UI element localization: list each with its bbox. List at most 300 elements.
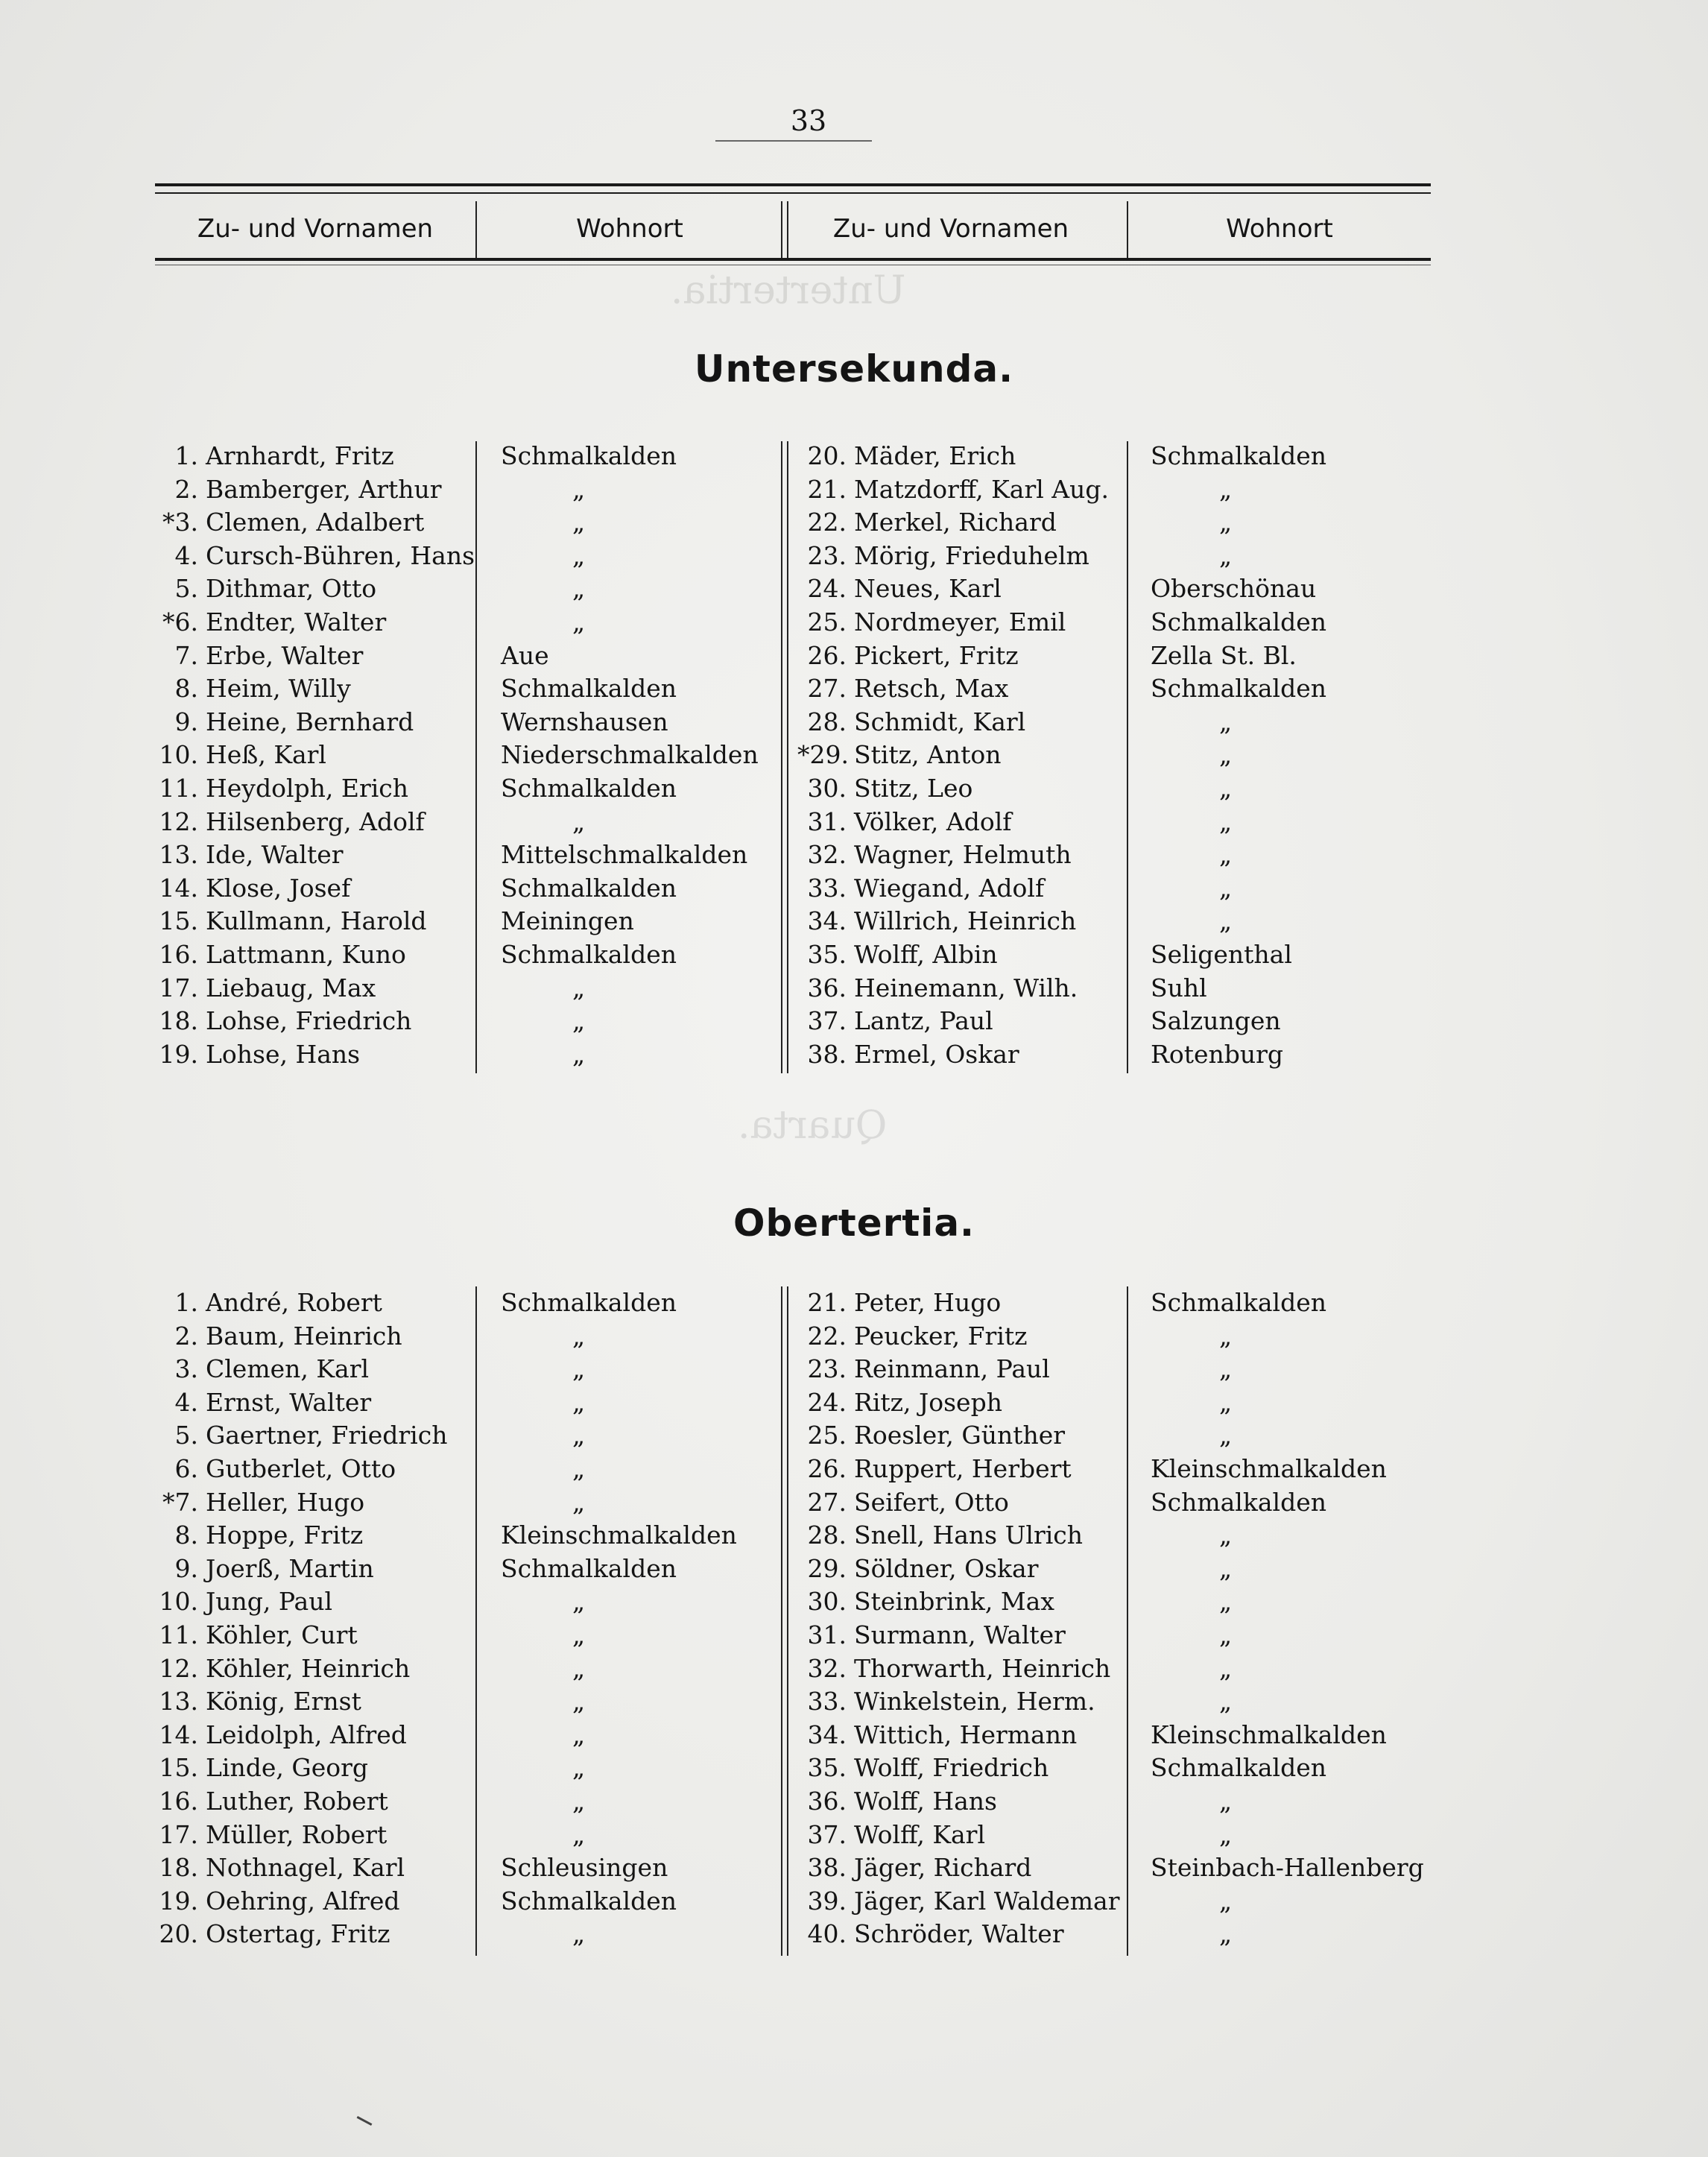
entry-residence: Schmalkalden — [1151, 607, 1326, 637]
entry-name: Pickert, Fritz — [854, 640, 1019, 670]
list-item — [501, 1885, 784, 1918]
entry-number: 20. — [159, 1919, 198, 1949]
list-item — [149, 440, 477, 473]
entry-number: 24. — [807, 574, 847, 604]
list-item — [149, 1885, 477, 1918]
entry-residence: „ — [1219, 840, 1233, 870]
page-number-rule — [715, 140, 872, 142]
bleed-through-heading: Quarta. — [738, 1103, 888, 1148]
entry-name: Klose, Josef — [206, 873, 351, 903]
entry-residence: Schmalkalden — [501, 674, 677, 704]
list-item — [501, 1918, 784, 1951]
entry-residence: „ — [572, 1819, 586, 1849]
entry-residence: Kleinschmalkalden — [1151, 1719, 1387, 1749]
list-item — [501, 540, 784, 573]
obertertia-right-names — [797, 1286, 1125, 1951]
entry-residence: „ — [572, 1006, 586, 1036]
entry-residence: „ — [1219, 806, 1233, 836]
list-item — [797, 1685, 1125, 1719]
entry-number: 15. — [159, 1753, 198, 1783]
list-item — [501, 1286, 784, 1320]
header-names-2: Zu- und Vornamen — [832, 214, 1069, 244]
entry-residence: „ — [572, 1587, 586, 1617]
list-item — [149, 872, 477, 906]
entry-residence: „ — [572, 474, 586, 504]
entry-residence: „ — [572, 1387, 586, 1417]
list-item — [1151, 1386, 1434, 1420]
entry-name: Heydolph, Erich — [206, 773, 409, 803]
untersekunda-left-places — [501, 440, 784, 1071]
entry-name: Surmann, Walter — [854, 1620, 1066, 1649]
list-item — [1151, 473, 1434, 507]
list-item — [501, 1719, 784, 1752]
list-item — [797, 972, 1125, 1005]
list-item — [1151, 806, 1434, 839]
entry-name: Liebaug, Max — [206, 973, 376, 1002]
entry-residence: „ — [1219, 1553, 1233, 1583]
list-item — [149, 1619, 477, 1652]
list-item — [149, 1038, 477, 1072]
obertertia-right-places — [1151, 1286, 1434, 1951]
entry-name: Jung, Paul — [206, 1587, 333, 1617]
entry-name: Ostertag, Fritz — [206, 1919, 390, 1949]
list-item — [797, 806, 1125, 839]
entry-number: 20. — [807, 441, 847, 470]
col-divider-double — [781, 201, 782, 258]
entry-name: Gutberlet, Otto — [206, 1453, 396, 1483]
list-item — [501, 938, 784, 972]
entry-residence: Meiningen — [501, 906, 634, 936]
list-item — [501, 1320, 784, 1354]
list-item — [1151, 1819, 1434, 1852]
list-item — [797, 1005, 1125, 1038]
entry-name: Leidolph, Alfred — [206, 1719, 407, 1749]
list-item — [1151, 572, 1434, 606]
entry-residence: Schmalkalden — [1151, 674, 1326, 704]
entry-residence: „ — [1219, 1354, 1233, 1384]
entry-name: Matzdorff, Karl Aug. — [854, 474, 1109, 504]
list-item — [797, 1785, 1125, 1819]
list-item — [1151, 1519, 1434, 1553]
entry-residence: Aue — [501, 640, 549, 670]
list-item — [501, 672, 784, 706]
entry-residence: Schmalkalden — [501, 939, 677, 969]
list-item — [1151, 1419, 1434, 1453]
entry-number: 31. — [807, 806, 847, 836]
col-divider — [1127, 441, 1128, 1073]
entry-name: Gaertner, Friedrich — [206, 1421, 448, 1450]
list-item — [501, 1519, 784, 1553]
list-item — [797, 872, 1125, 906]
entry-number: 1. — [174, 1288, 198, 1317]
entry-name: Wagner, Helmuth — [854, 840, 1072, 870]
entry-name: Clemen, Adalbert — [206, 508, 425, 537]
entry-number: 36. — [807, 1786, 847, 1816]
entry-number: 38. — [807, 1853, 847, 1883]
list-item — [149, 972, 477, 1005]
entry-residence: „ — [1219, 1321, 1233, 1351]
untersekunda-left-names — [149, 440, 477, 1071]
entry-name: König, Ernst — [206, 1687, 361, 1717]
list-item — [149, 572, 477, 606]
entry-residence: „ — [572, 1487, 586, 1517]
entry-name: Oehring, Alfred — [206, 1886, 400, 1916]
entry-name: Hoppe, Fritz — [206, 1520, 364, 1550]
entry-name: Ruppert, Herbert — [854, 1453, 1072, 1483]
list-item — [797, 739, 1125, 772]
entry-number: 18. — [159, 1006, 198, 1036]
list-item — [501, 572, 784, 606]
entry-number: 30. — [807, 773, 847, 803]
entry-number: 35. — [807, 939, 847, 969]
entry-name: Köhler, Heinrich — [206, 1653, 411, 1683]
list-item — [149, 938, 477, 972]
list-item — [149, 905, 477, 938]
entry-name: Thorwarth, Heinrich — [854, 1653, 1111, 1683]
section-title-untersekunda: Untersekunda. — [694, 347, 1014, 391]
entry-number: 23. — [807, 540, 847, 570]
entry-number: 2. — [174, 1321, 198, 1351]
entry-number: 16. — [159, 1786, 198, 1816]
entry-residence: „ — [1219, 1687, 1233, 1717]
list-item — [501, 1652, 784, 1686]
list-item — [149, 1785, 477, 1819]
list-item — [797, 772, 1125, 806]
entry-number: 37. — [807, 1819, 847, 1849]
list-item — [149, 1652, 477, 1686]
entry-name: Peucker, Fritz — [854, 1321, 1028, 1351]
list-item — [149, 1320, 477, 1354]
entry-residence: „ — [1219, 1520, 1233, 1550]
entry-name: Ernst, Walter — [206, 1387, 372, 1417]
list-item — [501, 1419, 784, 1453]
entry-number: 33. — [807, 1687, 847, 1717]
list-item — [501, 1353, 784, 1386]
entry-name: Nothnagel, Karl — [206, 1853, 405, 1883]
list-item — [1151, 1038, 1434, 1072]
entry-number: 37. — [807, 1006, 847, 1036]
entry-name: Cursch-Bühren, Hans — [206, 540, 475, 570]
list-item — [501, 706, 784, 739]
entry-name: Arnhardt, Fritz — [206, 441, 394, 470]
entry-residence: „ — [1219, 1387, 1233, 1417]
obertertia-left-places — [501, 1286, 784, 1951]
entry-name: Stitz, Leo — [854, 773, 973, 803]
list-item — [149, 772, 477, 806]
list-item — [501, 1486, 784, 1520]
list-item — [149, 1486, 477, 1520]
list-item — [149, 1386, 477, 1420]
entry-name: Steinbrink, Max — [854, 1587, 1054, 1617]
list-item — [1151, 1918, 1434, 1951]
entry-number: 19. — [159, 1039, 198, 1069]
entry-residence: „ — [1219, 1620, 1233, 1649]
list-item — [501, 639, 784, 673]
entry-number: 15. — [159, 906, 198, 936]
entry-number: 4. — [174, 540, 198, 570]
entry-residence: „ — [1219, 1786, 1233, 1816]
entry-residence: Kleinschmalkalden — [1151, 1453, 1387, 1483]
entry-number: 36. — [807, 973, 847, 1002]
list-item — [501, 606, 784, 639]
entry-residence: Salzungen — [1151, 1006, 1281, 1036]
list-item — [1151, 672, 1434, 706]
list-item — [1151, 1619, 1434, 1652]
list-item — [797, 1386, 1125, 1420]
entry-residence: „ — [1219, 1653, 1233, 1683]
header-top-rule-thin — [155, 192, 1431, 194]
entry-number: 22. — [807, 508, 847, 537]
list-item — [149, 540, 477, 573]
list-item — [501, 772, 784, 806]
entry-name: Völker, Adolf — [854, 806, 1012, 836]
entry-number: 25. — [807, 1421, 847, 1450]
entry-residence: „ — [572, 1354, 586, 1384]
list-item — [797, 1353, 1125, 1386]
header-residence-2: Wohnort — [1226, 214, 1333, 244]
list-item — [149, 706, 477, 739]
list-item — [797, 1286, 1125, 1320]
entry-number: 29. — [807, 1553, 847, 1583]
entry-name: Heim, Willy — [206, 674, 351, 704]
entry-number: 10. — [159, 1587, 198, 1617]
entry-name: Willrich, Heinrich — [854, 906, 1077, 936]
list-item — [501, 1851, 784, 1885]
list-item — [797, 1918, 1125, 1951]
entry-residence: „ — [572, 1453, 586, 1483]
entry-number: 13. — [159, 1687, 198, 1717]
col-divider — [1127, 201, 1128, 258]
entry-number: 10. — [159, 740, 198, 770]
entry-name: Lantz, Paul — [854, 1006, 993, 1036]
entry-number: 5. — [174, 1421, 198, 1450]
entry-residence: Zella St. Bl. — [1151, 640, 1297, 670]
entry-number: 9. — [174, 1553, 198, 1583]
list-item — [501, 839, 784, 872]
entry-name: Wolff, Hans — [854, 1786, 997, 1816]
entry-residence: Seligenthal — [1151, 939, 1292, 969]
entry-residence: Kleinschmalkalden — [501, 1520, 737, 1550]
entry-number: 28. — [807, 1520, 847, 1550]
entry-residence: Niederschmalkalden — [501, 740, 759, 770]
list-item — [149, 1286, 477, 1320]
entry-number: 9. — [174, 707, 198, 736]
entry-number: 33. — [807, 873, 847, 903]
table-header — [155, 200, 1431, 258]
entry-residence: „ — [572, 1321, 586, 1351]
entry-residence: „ — [1219, 1919, 1233, 1949]
list-item — [797, 473, 1125, 507]
list-item — [1151, 1719, 1434, 1752]
list-item — [149, 606, 477, 639]
list-item — [501, 1453, 784, 1486]
entry-residence: Mittelschmalkalden — [501, 840, 748, 870]
list-item — [797, 672, 1125, 706]
entry-number: 1. — [174, 441, 198, 470]
entry-number: *7. — [162, 1487, 198, 1517]
list-item — [797, 1553, 1125, 1586]
entry-residence: Schmalkalden — [501, 773, 677, 803]
entry-name: Ide, Walter — [206, 840, 344, 870]
entry-number: 27. — [807, 674, 847, 704]
list-item — [797, 572, 1125, 606]
untersekunda-right-places — [1151, 440, 1434, 1071]
list-item — [797, 905, 1125, 938]
entry-name: Söldner, Oskar — [854, 1553, 1039, 1583]
list-item — [797, 440, 1125, 473]
entry-residence: Steinbach-Hallenberg — [1151, 1853, 1424, 1883]
entry-name: Jäger, Richard — [854, 1853, 1032, 1883]
entry-number: 38. — [807, 1039, 847, 1069]
entry-number: 18. — [159, 1853, 198, 1883]
entry-name: Roesler, Günther — [854, 1421, 1066, 1450]
list-item — [1151, 1320, 1434, 1354]
list-item — [1151, 706, 1434, 739]
entry-name: Peter, Hugo — [854, 1288, 1002, 1317]
list-item — [797, 1419, 1125, 1453]
entry-residence: „ — [572, 574, 586, 604]
list-item — [149, 1585, 477, 1619]
list-item — [501, 806, 784, 839]
list-item — [501, 1819, 784, 1852]
list-item — [501, 1553, 784, 1586]
entry-name: Lattmann, Kuno — [206, 939, 406, 969]
entry-number: 34. — [807, 1719, 847, 1749]
list-item — [149, 506, 477, 540]
list-item — [797, 540, 1125, 573]
entry-name: Wolff, Friedrich — [854, 1753, 1049, 1783]
list-item — [149, 1453, 477, 1486]
entry-residence: „ — [572, 1687, 586, 1717]
entry-name: Erbe, Walter — [206, 640, 364, 670]
entry-number: 23. — [807, 1354, 847, 1384]
entry-residence: Schmalkalden — [1151, 441, 1326, 470]
entry-name: Wiegand, Adolf — [854, 873, 1045, 903]
entry-residence: „ — [572, 540, 586, 570]
list-item — [1151, 739, 1434, 772]
entry-name: Merkel, Richard — [854, 508, 1057, 537]
entry-number: 12. — [159, 806, 198, 836]
list-item — [501, 440, 784, 473]
entry-name: Lohse, Friedrich — [206, 1006, 412, 1036]
entry-number: *6. — [162, 607, 198, 637]
entry-name: André, Robert — [206, 1288, 382, 1317]
obertertia-left-names — [149, 1286, 477, 1951]
entry-name: Ermel, Oskar — [854, 1039, 1019, 1069]
list-item — [797, 1652, 1125, 1686]
list-item — [501, 1386, 784, 1420]
list-item — [149, 1353, 477, 1386]
list-item — [149, 1819, 477, 1852]
entry-residence: Schmalkalden — [1151, 1753, 1326, 1783]
entry-residence: Schmalkalden — [501, 1288, 677, 1317]
entry-name: Snell, Hans Ulrich — [854, 1520, 1084, 1550]
list-item — [797, 506, 1125, 540]
entry-residence: „ — [572, 1719, 586, 1749]
entry-name: Winkelstein, Herm. — [854, 1687, 1095, 1717]
list-item — [1151, 1486, 1434, 1520]
entry-name: Linde, Georg — [206, 1753, 369, 1783]
entry-number: 14. — [159, 873, 198, 903]
entry-residence: „ — [1219, 707, 1233, 736]
entry-residence: Oberschönau — [1151, 574, 1317, 604]
entry-number: 21. — [807, 474, 847, 504]
entry-residence: Schmalkalden — [501, 1886, 677, 1916]
entry-residence: „ — [1219, 740, 1233, 770]
list-item — [1151, 1752, 1434, 1785]
list-item — [797, 1320, 1125, 1354]
list-item — [149, 839, 477, 872]
entry-number: 4. — [174, 1387, 198, 1417]
list-item — [1151, 872, 1434, 906]
entry-residence: „ — [572, 1421, 586, 1450]
entry-residence: „ — [1219, 1421, 1233, 1450]
entry-name: Müller, Robert — [206, 1819, 388, 1849]
list-item — [1151, 440, 1434, 473]
entry-residence: „ — [1219, 1587, 1233, 1617]
entry-name: Nordmeyer, Emil — [854, 607, 1066, 637]
list-item — [1151, 506, 1434, 540]
list-item — [501, 872, 784, 906]
list-item — [1151, 1652, 1434, 1686]
header-residence-1: Wohnort — [576, 214, 683, 244]
list-item — [501, 1005, 784, 1038]
entry-name: Joerß, Martin — [206, 1553, 374, 1583]
list-item — [1151, 1685, 1434, 1719]
list-item — [797, 1453, 1125, 1486]
entry-name: Schröder, Walter — [854, 1919, 1064, 1949]
list-item — [797, 606, 1125, 639]
entry-name: Köhler, Curt — [206, 1620, 358, 1649]
entry-residence: Schmalkalden — [501, 1553, 677, 1583]
entry-number: 32. — [807, 840, 847, 870]
list-item — [1151, 540, 1434, 573]
entry-number: 14. — [159, 1719, 198, 1749]
list-item — [797, 1486, 1125, 1520]
list-item — [797, 639, 1125, 673]
entry-number: 7. — [174, 640, 198, 670]
list-item — [1151, 606, 1434, 639]
entry-name: Luther, Robert — [206, 1786, 388, 1816]
list-item — [797, 1752, 1125, 1785]
list-item — [149, 1918, 477, 1951]
entry-number: 30. — [807, 1587, 847, 1617]
list-item — [797, 1585, 1125, 1619]
list-item — [797, 1038, 1125, 1072]
entry-number: 13. — [159, 840, 198, 870]
entry-number: 17. — [159, 1819, 198, 1849]
entry-name: Endter, Walter — [206, 607, 387, 637]
list-item — [149, 1419, 477, 1453]
entry-number: 28. — [807, 707, 847, 736]
list-item — [501, 506, 784, 540]
bleed-through-heading: Untertertia. — [671, 268, 906, 313]
entry-name: Wolff, Albin — [854, 939, 998, 969]
entry-residence: „ — [1219, 540, 1233, 570]
list-item — [1151, 1005, 1434, 1038]
entry-name: Heine, Bernhard — [206, 707, 414, 736]
entry-name: Heinemann, Wilh. — [854, 973, 1078, 1002]
entry-residence: Rotenburg — [1151, 1039, 1284, 1069]
entry-name: Kullmann, Harold — [206, 906, 427, 936]
entry-residence: „ — [1219, 508, 1233, 537]
entry-number: 17. — [159, 973, 198, 1002]
col-divider-double — [787, 1286, 788, 1956]
list-item — [797, 706, 1125, 739]
entry-residence: „ — [572, 1620, 586, 1649]
entry-name: Neues, Karl — [854, 574, 1002, 604]
entry-number: 8. — [174, 674, 198, 704]
